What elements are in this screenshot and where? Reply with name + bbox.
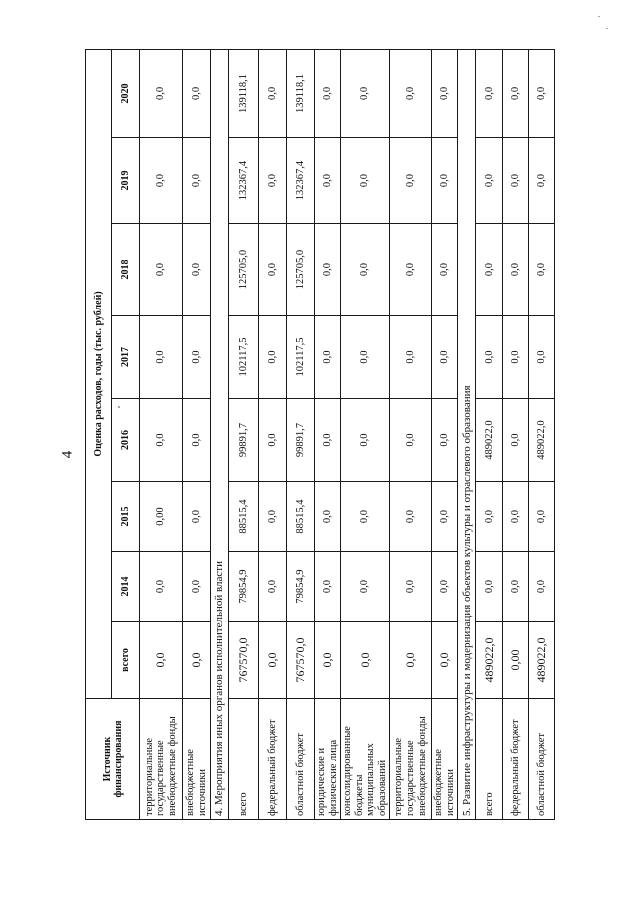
table-cell: 0,0 xyxy=(432,224,458,316)
table-cell: 0,0 xyxy=(390,482,432,552)
table-cell: 0,0 xyxy=(341,552,390,622)
table-cell: 0,0 xyxy=(259,552,287,622)
row-label: внебюджетные источники xyxy=(183,699,211,820)
table-cell: 767570,0 xyxy=(229,622,259,699)
table-body xyxy=(140,49,555,819)
table-cell: 0,0 xyxy=(503,316,529,399)
table-cell: 88515,4 xyxy=(287,482,315,552)
table-cell: 0,0 xyxy=(476,482,503,552)
table-cell: 0,0 xyxy=(390,49,432,137)
row-label: консолидированные бюджеты муниципальных образований xyxy=(341,699,390,820)
year-header: 2020 xyxy=(112,49,140,137)
page-number: 4 xyxy=(59,450,76,459)
table-cell: 0,0 xyxy=(315,316,341,399)
year-header: 2019 xyxy=(112,138,140,224)
table-cell: 0,0 xyxy=(183,622,211,699)
table-cell: 132367,4 xyxy=(229,138,259,224)
year-header: всего xyxy=(112,622,140,699)
table-cell: 767570,0 xyxy=(287,622,315,699)
row-label: федеральный бюджет xyxy=(503,699,529,820)
year-header: 2018 xyxy=(112,224,140,316)
table-cell: 0,0 xyxy=(529,552,555,622)
table-cell: 0,0 xyxy=(476,49,503,137)
table-cell: 0,0 xyxy=(503,552,529,622)
table-cell: 0,0 xyxy=(476,224,503,316)
table-cell: 0,0 xyxy=(183,49,211,137)
table-cell: 0,0 xyxy=(390,622,432,699)
section-title: 4. Мероприятия иных органов исполнительной власти xyxy=(211,49,229,819)
table-cell: 0,0 xyxy=(432,552,458,622)
row-label: территориальные государственные внебюджетные фонды xyxy=(140,699,183,820)
table-row xyxy=(259,49,287,819)
table-cell: 0,0 xyxy=(390,138,432,224)
table-cell: 0,0 xyxy=(390,316,432,399)
table-cell: 0,0 xyxy=(259,316,287,399)
table-cell: 0,0 xyxy=(390,399,432,482)
table-cell: 0,0 xyxy=(476,552,503,622)
table-cell: 0,0 xyxy=(140,552,183,622)
table-cell: 0,0 xyxy=(140,224,183,316)
section-row xyxy=(458,49,476,819)
funding-table xyxy=(85,49,555,820)
table-cell: 125705,0 xyxy=(229,224,259,316)
table-cell: 0,0 xyxy=(259,622,287,699)
table-row xyxy=(476,49,503,819)
rotated-table-wrapper xyxy=(85,50,549,820)
table-cell: 0,0 xyxy=(390,552,432,622)
row-label: юридические и физические лица xyxy=(315,699,341,820)
table-cell: 0,0 xyxy=(529,316,555,399)
table-cell: 0,0 xyxy=(315,49,341,137)
table-cell: 0,0 xyxy=(432,49,458,137)
table-cell: 139118,1 xyxy=(229,49,259,137)
table-cell: 102117,5 xyxy=(287,316,315,399)
table-cell: 79854,9 xyxy=(287,552,315,622)
table-cell: 0,0 xyxy=(315,224,341,316)
table-cell: 0,0 xyxy=(183,138,211,224)
table-cell: 0,0 xyxy=(529,138,555,224)
row-label: всего xyxy=(476,699,503,820)
table-cell: 0,0 xyxy=(341,482,390,552)
section-title: 5. Развитие инфраструктуры и модернизация объектов культуры и отраслевого образования xyxy=(458,49,476,819)
table-row xyxy=(140,49,183,819)
table-cell: 132367,4 xyxy=(287,138,315,224)
table-cell: 0,0 xyxy=(341,622,390,699)
table-row xyxy=(341,49,390,819)
table-cell: 0,0 xyxy=(529,49,555,137)
table-cell: 0,0 xyxy=(140,399,183,482)
table-cell: 79854,9 xyxy=(229,552,259,622)
table-cell: 0,0 xyxy=(432,138,458,224)
source-header: Источник финансирования xyxy=(86,699,140,820)
table-cell: 99891,7 xyxy=(287,399,315,482)
table-cell: 0,0 xyxy=(476,316,503,399)
table-row xyxy=(503,49,529,819)
table-cell: 0,0 xyxy=(529,482,555,552)
table-row xyxy=(287,49,315,819)
table-cell: 0,0 xyxy=(503,49,529,137)
table-row xyxy=(229,49,259,819)
table-cell: 0,0 xyxy=(476,138,503,224)
table-cell: 489022,0 xyxy=(529,622,555,699)
row-label: всего xyxy=(229,699,259,820)
table-cell: 0,0 xyxy=(341,316,390,399)
table-cell: 139118,1 xyxy=(287,49,315,137)
table-cell: 0,0 xyxy=(503,482,529,552)
table-cell: 0,0 xyxy=(140,138,183,224)
table-cell: 0,0 xyxy=(183,399,211,482)
table-cell: 0,0 xyxy=(432,399,458,482)
table-cell: 125705,0 xyxy=(287,224,315,316)
table-cell: 489022,0 xyxy=(476,622,503,699)
table-cell: 489022,0 xyxy=(529,399,555,482)
table-cell: 88515,4 xyxy=(229,482,259,552)
table-cell: 0,00 xyxy=(503,622,529,699)
row-label: внебюджетные источники xyxy=(432,699,458,820)
table-cell: 0,0 xyxy=(140,622,183,699)
table-cell: 0,0 xyxy=(432,622,458,699)
table-row xyxy=(432,49,458,819)
table-cell: 99891,7 xyxy=(229,399,259,482)
table-cell: 0,0 xyxy=(341,399,390,482)
table-cell: 489022,0 xyxy=(476,399,503,482)
table-cell: 0,0 xyxy=(315,552,341,622)
table-cell: 0,0 xyxy=(315,622,341,699)
table-cell: 0,0 xyxy=(432,482,458,552)
table-cell: 0,0 xyxy=(183,552,211,622)
row-label: территориальные государственные внебюджетные фонды xyxy=(390,699,432,820)
table-cell: 0,0 xyxy=(341,138,390,224)
table-cell: 0,0 xyxy=(259,399,287,482)
table-cell: 0,0 xyxy=(140,316,183,399)
table-row xyxy=(183,49,211,819)
table-cell: 0,0 xyxy=(341,224,390,316)
table-cell: 0,00 xyxy=(140,482,183,552)
table-row xyxy=(315,49,341,819)
table-cell: 0,0 xyxy=(183,224,211,316)
table-cell: 0,0 xyxy=(503,399,529,482)
table-cell: 0,0 xyxy=(140,49,183,137)
scan-speck xyxy=(606,28,608,29)
table-cell: 0,0 xyxy=(315,399,341,482)
scan-speck xyxy=(598,16,600,17)
table-cell: 0,0 xyxy=(183,482,211,552)
table-cell: 0,0 xyxy=(315,138,341,224)
table-row xyxy=(390,49,432,819)
estimate-header: Оценка расходов, годы (тыс. рублей) xyxy=(86,49,112,698)
year-header: 2016 xyxy=(112,399,140,482)
table-cell: 0,0 xyxy=(390,224,432,316)
year-header: 2017 xyxy=(112,316,140,399)
table-cell: 0,0 xyxy=(432,316,458,399)
table-cell: 0,0 xyxy=(529,224,555,316)
table-cell: 0,0 xyxy=(259,49,287,137)
table-cell: 0,0 xyxy=(341,49,390,137)
table-cell: 0,0 xyxy=(259,224,287,316)
year-header: 2015 xyxy=(112,482,140,552)
table-cell: 0,0 xyxy=(315,482,341,552)
row-label: областной бюджет xyxy=(529,699,555,820)
row-label: федеральный бюджет xyxy=(259,699,287,820)
row-label: областной бюджет xyxy=(287,699,315,820)
year-header: 2014 xyxy=(112,552,140,622)
table-row xyxy=(529,49,555,819)
table-cell: 0,0 xyxy=(503,224,529,316)
table-cell: 0,0 xyxy=(183,316,211,399)
table-cell: 0,0 xyxy=(259,482,287,552)
table-cell: 0,0 xyxy=(503,138,529,224)
section-row xyxy=(211,49,229,819)
table-cell: 102117,5 xyxy=(229,316,259,399)
table-cell: 0,0 xyxy=(259,138,287,224)
